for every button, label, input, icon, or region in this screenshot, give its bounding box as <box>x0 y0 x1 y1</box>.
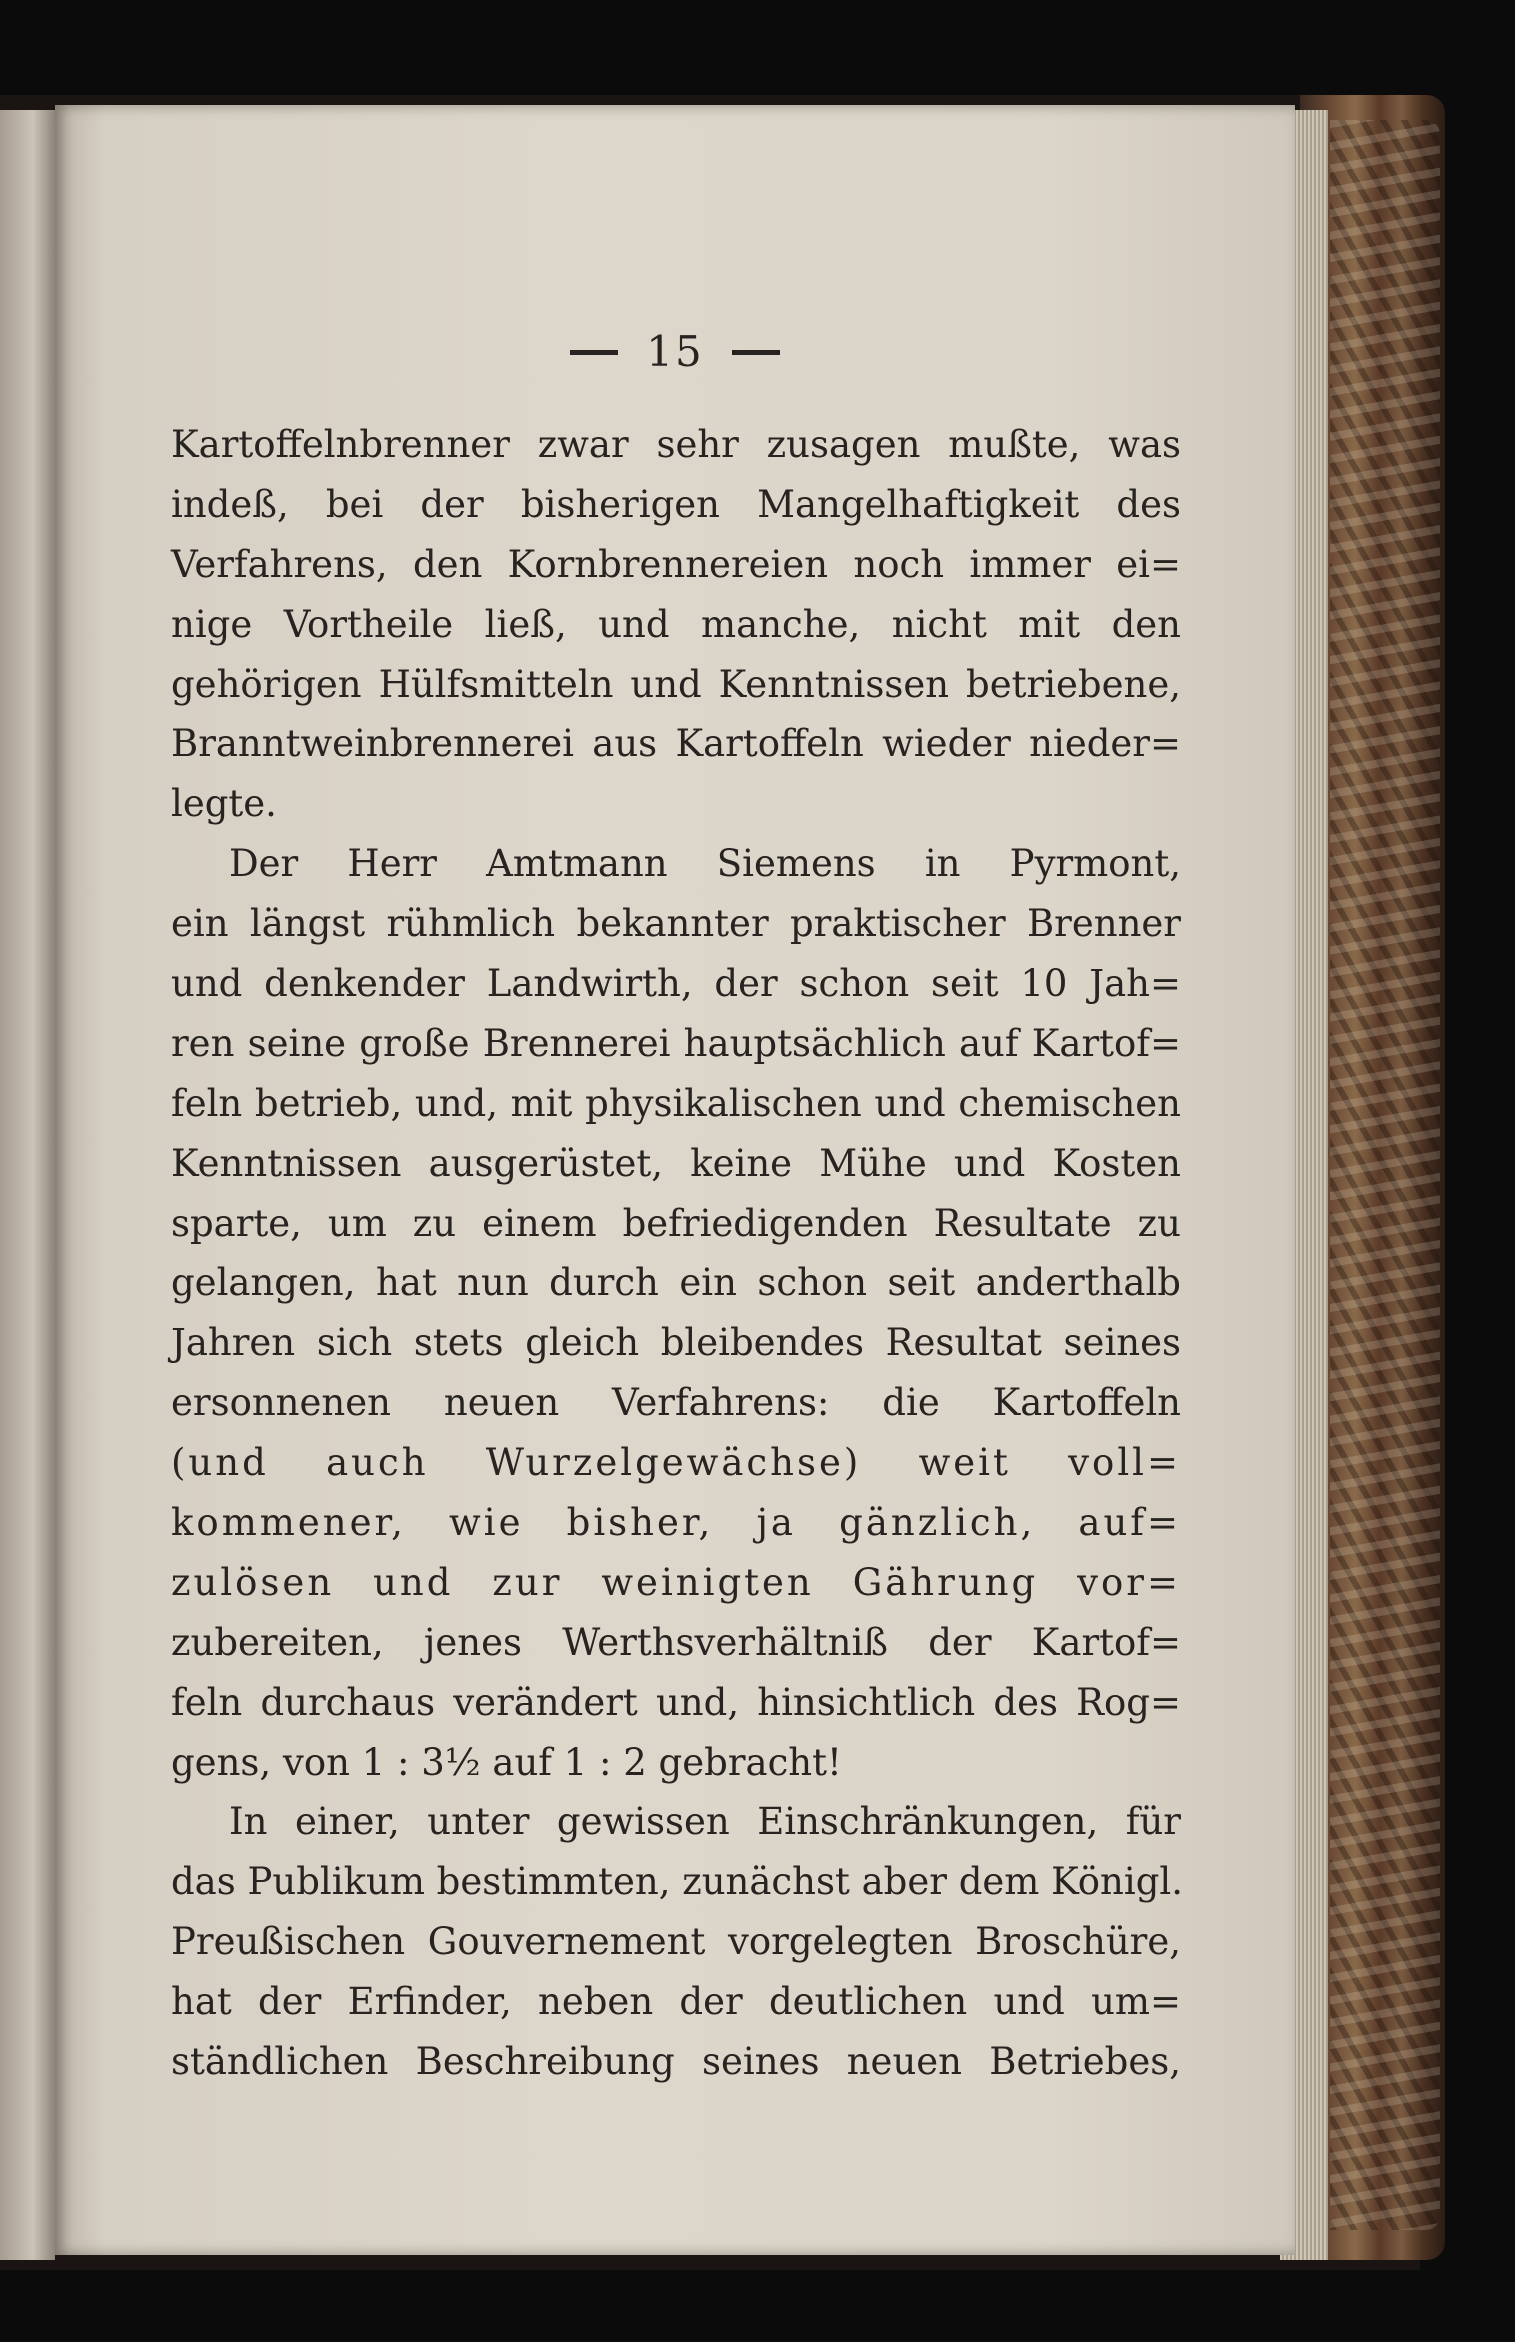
text-line: Preußischen Gouvernement vorgelegten Broschüre, <box>171 1920 1181 1964</box>
text-line: Verfahrens, den Kornbrennereien noch immer ei= <box>171 542 1181 586</box>
text-line: In einer, unter gewissen Einschränkungen, für <box>229 1800 1181 1844</box>
text-line: ständlichen Beschreibung seines neuen Betriebes, <box>171 2040 1181 2084</box>
text-line: zubereiten, jenes Werthsverhältniß der Kartof= <box>171 1620 1181 1664</box>
text-line: Kenntnissen ausgerüstet, keine Mühe und Kosten <box>171 1141 1181 1185</box>
text-line: ren seine große Brennerei hauptsächlich auf Kartof= <box>171 1021 1181 1065</box>
text-line: Kartoffelnbrenner zwar sehr zusagen mußte, was <box>171 423 1181 466</box>
text-line: ein längst rühmlich bekannter praktischer Brenner <box>171 902 1181 946</box>
text-line: gens, von 1 : 3½ auf 1 : 2 gebracht! <box>171 1740 842 1784</box>
text-line: gehörigen Hülfsmitteln und Kenntnissen betriebene, <box>171 662 1181 706</box>
header-dash-left <box>570 350 618 355</box>
text-line: sparte, um zu einem befriedigenden Resultate zu <box>171 1201 1181 1245</box>
book-page <box>55 105 1295 2255</box>
text-line: nige Vortheile ließ, und manche, nicht mit den <box>171 602 1181 646</box>
text-line: (und auch Wurzelgewächse) weit voll= <box>171 1441 1181 1485</box>
text-line: ersonnenen neuen Verfahrens: die Kartoffeln <box>171 1381 1181 1425</box>
text-line: indeß, bei der bisherigen Mangelhaftigkeit des <box>171 482 1181 526</box>
text-line: hat der Erfinder, neben der deutlichen und um= <box>171 1980 1181 2024</box>
text-line: Jahren sich stets gleich bleibendes Resultat seines <box>171 1321 1181 1365</box>
page-header <box>55 327 1295 376</box>
body-text <box>171 415 1181 2092</box>
text-line: das Publikum bestimmten, zunächst aber dem Königl. <box>171 1860 1183 1904</box>
text-line: zulösen und zur weinigten Gährung vor= <box>171 1560 1181 1604</box>
text-line: Der Herr Amtmann Siemens in Pyrmont, <box>229 842 1181 886</box>
text-line: Branntweinbrennerei aus Kartoffeln wieder nieder= <box>171 722 1181 766</box>
text-line: feln betrieb, und, mit physikalischen und chemischen <box>171 1081 1181 1125</box>
left-page-sliver <box>0 110 55 2260</box>
text-line: legte. <box>171 782 277 826</box>
text-line: gelangen, hat nun durch ein schon seit anderthalb <box>171 1261 1181 1305</box>
text-line: feln durchaus verändert und, hinsichtlich des Rog= <box>171 1680 1181 1724</box>
text-line: und denkender Landwirth, der schon seit 10 Jah= <box>171 962 1181 1006</box>
header-dash-right <box>732 350 780 355</box>
marbled-cover-texture <box>1330 120 1440 2230</box>
page-number: 15 <box>646 327 704 376</box>
text-line: kommener, wie bisher, ja gänzlich, auf= <box>171 1501 1181 1545</box>
